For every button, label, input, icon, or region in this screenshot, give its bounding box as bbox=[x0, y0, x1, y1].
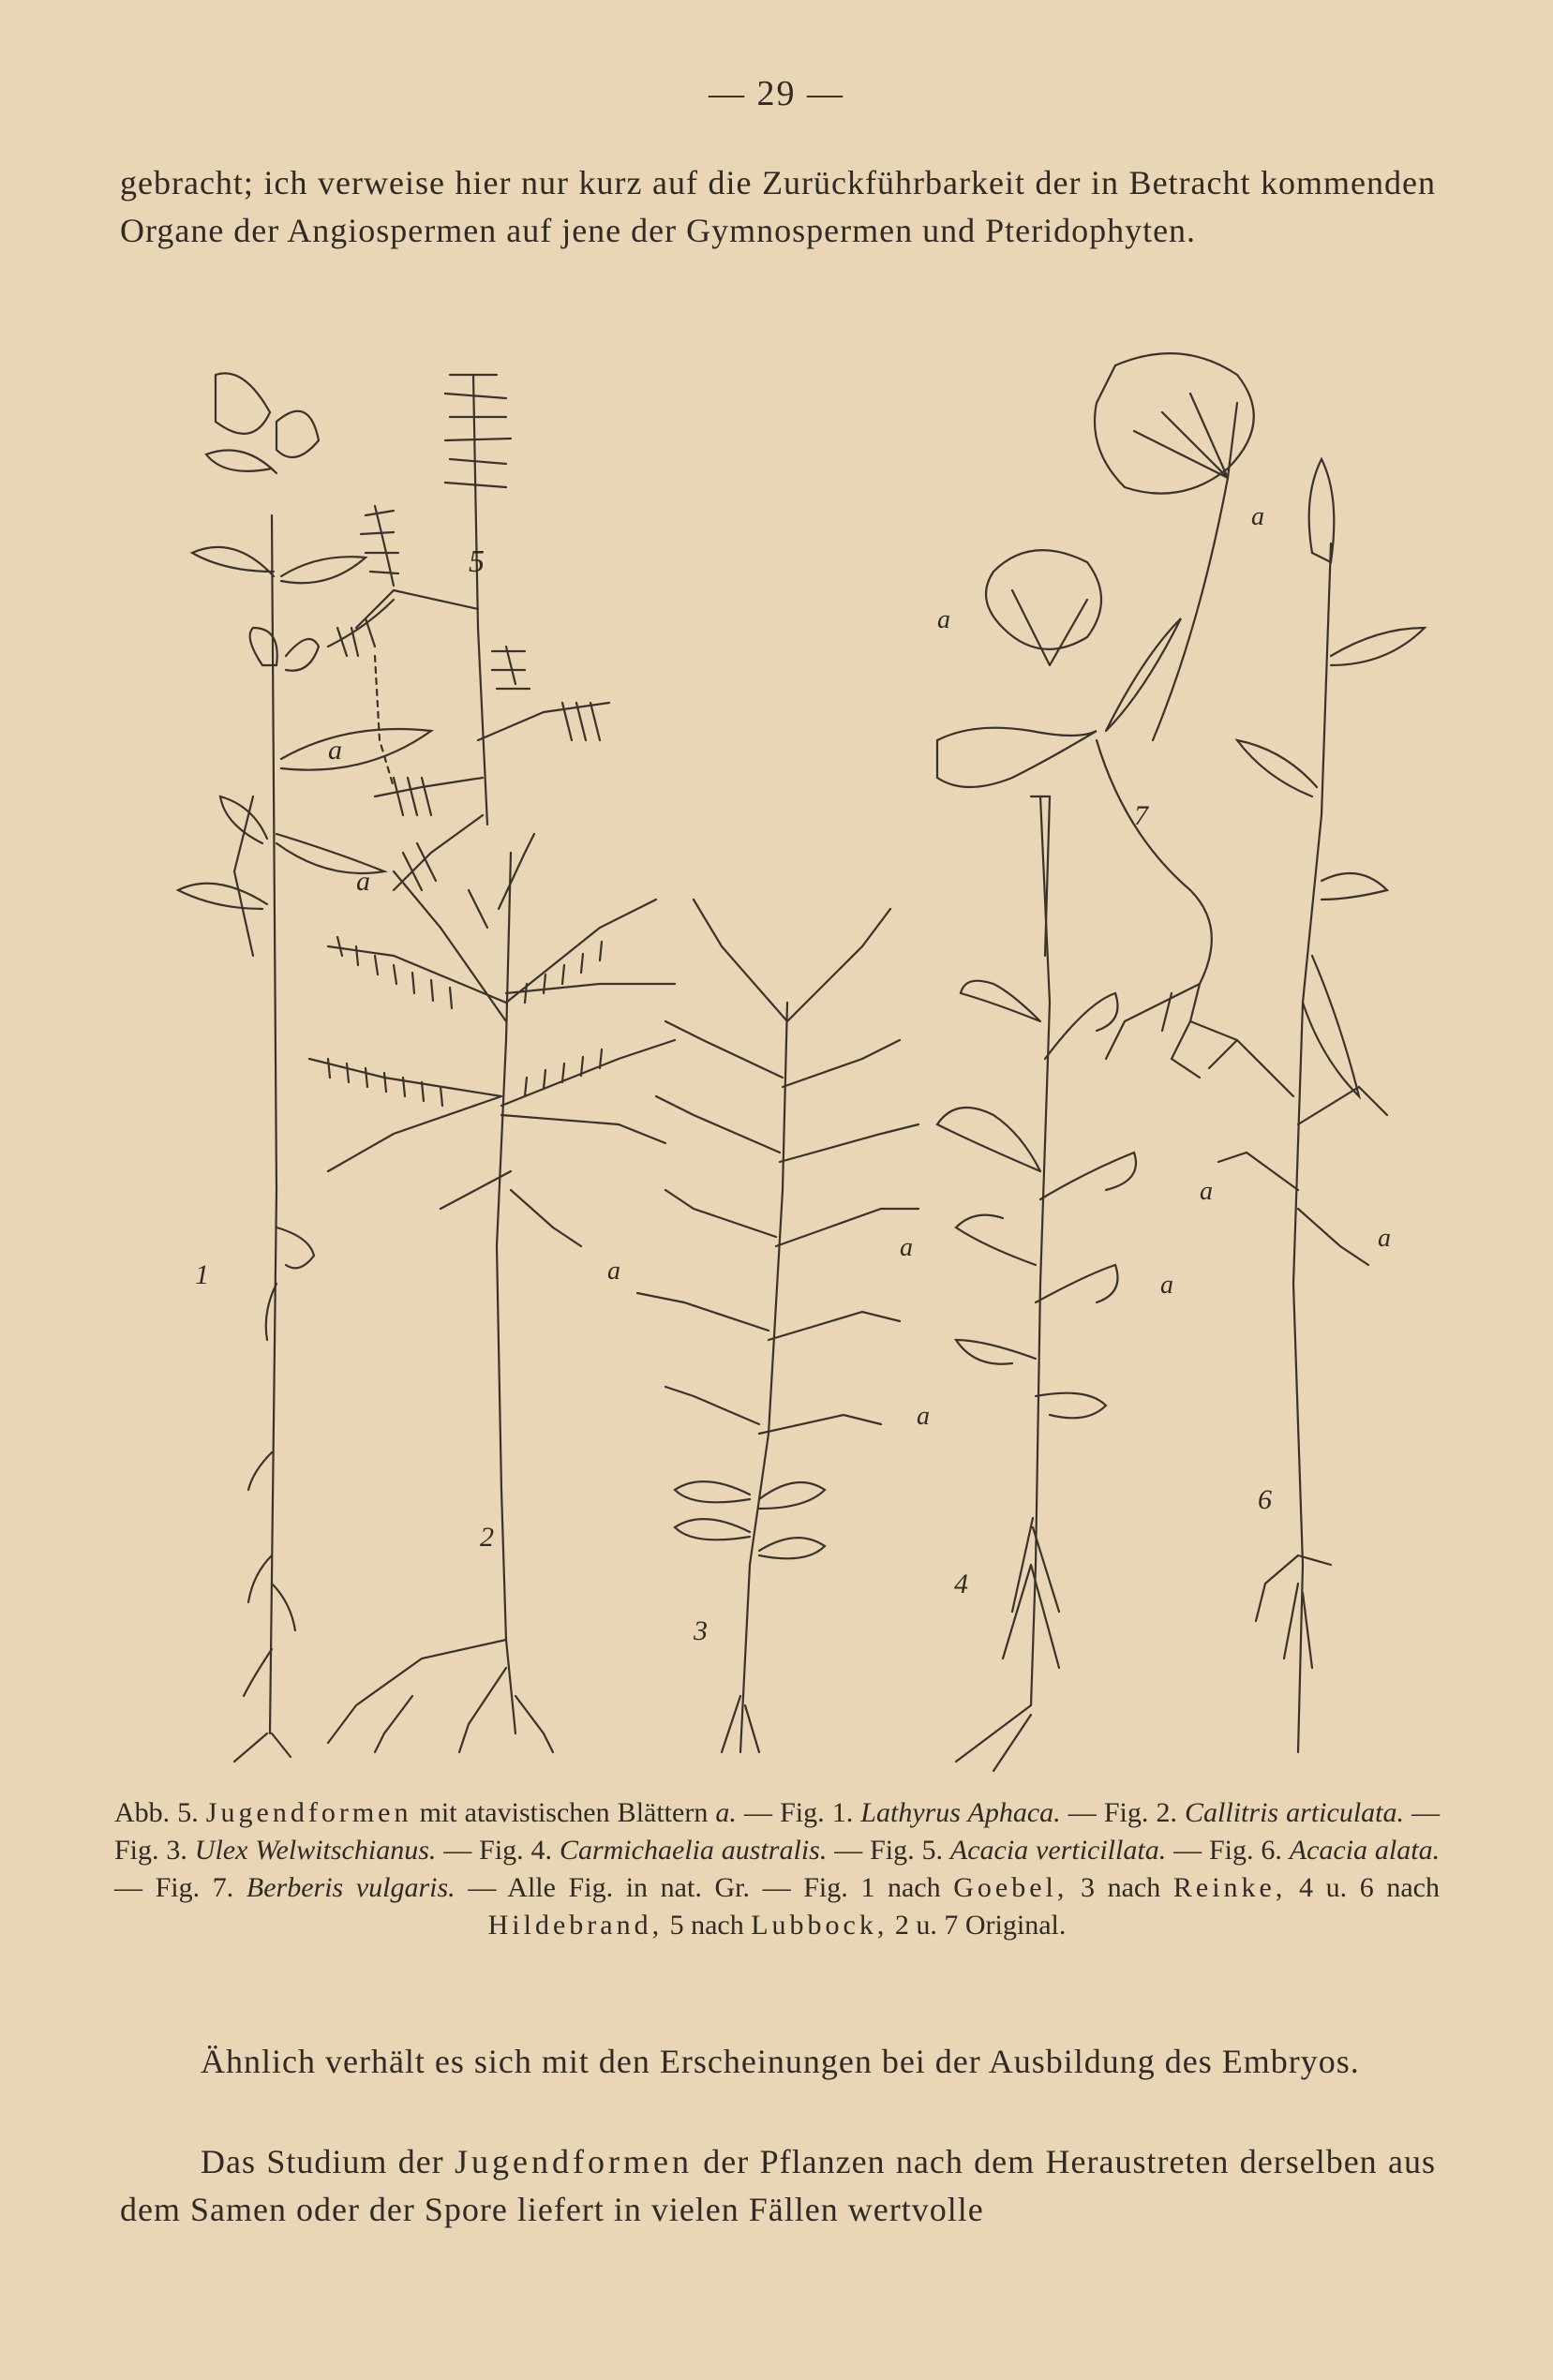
page-number: — 29 — bbox=[709, 74, 844, 113]
caption-spaced-title: Jugendformen bbox=[205, 1797, 412, 1828]
caption-fig5-prefix: — Fig. 5. bbox=[834, 1835, 943, 1866]
label-a-fig2: a bbox=[607, 1257, 620, 1286]
caption-fig7-name: Berberis vulgaris. bbox=[246, 1872, 455, 1903]
label-a-fig7: a bbox=[1251, 502, 1264, 531]
caption-fig1-prefix: — Fig. 1. bbox=[744, 1797, 854, 1828]
figure-4-carmichaelia bbox=[937, 796, 1136, 1771]
label-a-fig3: a bbox=[917, 1402, 930, 1431]
caption-fig4-prefix: — Fig. 4. bbox=[443, 1835, 553, 1866]
caption-lubbock: Lubbock, bbox=[751, 1910, 888, 1941]
label-fig5: 5 bbox=[469, 544, 485, 579]
label-a-fig4b: a bbox=[1160, 1271, 1173, 1300]
label-a-fig5: a bbox=[328, 735, 342, 766]
caption-fig2-name: Callitris articulata. bbox=[1185, 1797, 1404, 1828]
caption-tail4: 5 nach bbox=[669, 1910, 744, 1941]
label-fig4: 4 bbox=[954, 1569, 968, 1599]
figure-3-ulex bbox=[637, 900, 918, 1752]
label-a-fig6b: a bbox=[1378, 1224, 1391, 1253]
label-fig7: 7 bbox=[1134, 800, 1148, 831]
paragraph3-start: Das Studium der bbox=[201, 2143, 444, 2180]
paragraph-embryo: Ähnlich verhält es sich mit den Erscheinungen bei der Ausbildung des Embryos. bbox=[201, 2043, 1360, 2080]
caption-tail2: 3 nach bbox=[1080, 1872, 1161, 1903]
figure-7-berberis bbox=[937, 353, 1254, 1059]
caption-tail5: 2 u. 7 Original. bbox=[894, 1910, 1067, 1941]
caption-fig2-prefix: — Fig. 2. bbox=[1068, 1797, 1177, 1828]
caption-fig7-prefix: — Fig. 7. bbox=[114, 1872, 234, 1903]
label-fig3: 3 bbox=[694, 1615, 708, 1646]
figure-5-acacia-verticillata bbox=[328, 375, 609, 890]
caption-hildebrand: Hildebrand, bbox=[487, 1910, 664, 1941]
figure-2-callitris bbox=[309, 834, 675, 1752]
caption-fig1-name: Lathyrus Aphaca. bbox=[860, 1797, 1061, 1828]
intro-paragraph: gebracht; ich verweise hier nur kurz auf die Zurückführbarkeit der in Betracht kommenden Organe der Angiospermen auf jene der Gymnospermen und Pteridophyten. bbox=[120, 164, 1436, 249]
paragraph-jugendformen bbox=[120, 2138, 1436, 2234]
caption-tail3: 4 u. 6 nach bbox=[1298, 1872, 1440, 1903]
caption-fig3-name: Ulex Welwitschianus. bbox=[194, 1835, 437, 1866]
figure-6-acacia-alata bbox=[1172, 459, 1425, 1752]
caption-a: a. bbox=[715, 1797, 737, 1828]
caption-fig6-name: Acacia alata. bbox=[1289, 1835, 1441, 1866]
caption-fig4-name: Carmichaelia australis. bbox=[559, 1835, 828, 1866]
label-a-fig7b: a bbox=[937, 605, 950, 634]
label-a-fig1: a bbox=[356, 866, 370, 897]
caption-fig5-name: Acacia verticillata. bbox=[949, 1835, 1167, 1866]
botanical-figure bbox=[112, 347, 1443, 1780]
caption-abb: Abb. 5. bbox=[114, 1797, 199, 1828]
caption-goebel: Goebel, bbox=[953, 1872, 1068, 1903]
label-fig2: 2 bbox=[480, 1522, 494, 1553]
label-fig6: 6 bbox=[1258, 1484, 1272, 1515]
caption-title-rest: mit atavistischen Blättern bbox=[419, 1797, 709, 1828]
figure-caption bbox=[114, 1794, 1440, 1944]
caption-reinke: Reinke, bbox=[1172, 1872, 1287, 1903]
label-fig1: 1 bbox=[195, 1259, 209, 1290]
caption-fig3-prefix: — Fig. 3. bbox=[114, 1797, 1441, 1866]
caption-tail1: — Alle Fig. in nat. Gr. — Fig. 1 nach bbox=[468, 1872, 941, 1903]
label-a-fig6: a bbox=[1200, 1177, 1213, 1206]
label-a-fig4: a bbox=[900, 1233, 913, 1262]
caption-fig6-prefix: — Fig. 6. bbox=[1173, 1835, 1282, 1866]
paragraph3-spaced: Jugendformen bbox=[455, 2143, 693, 2180]
paragraph3-rest: der Pflanzen nach dem Heraustreten derselben aus dem Samen oder der Spore liefert in vielen Fällen wertvolle bbox=[120, 2143, 1436, 2228]
